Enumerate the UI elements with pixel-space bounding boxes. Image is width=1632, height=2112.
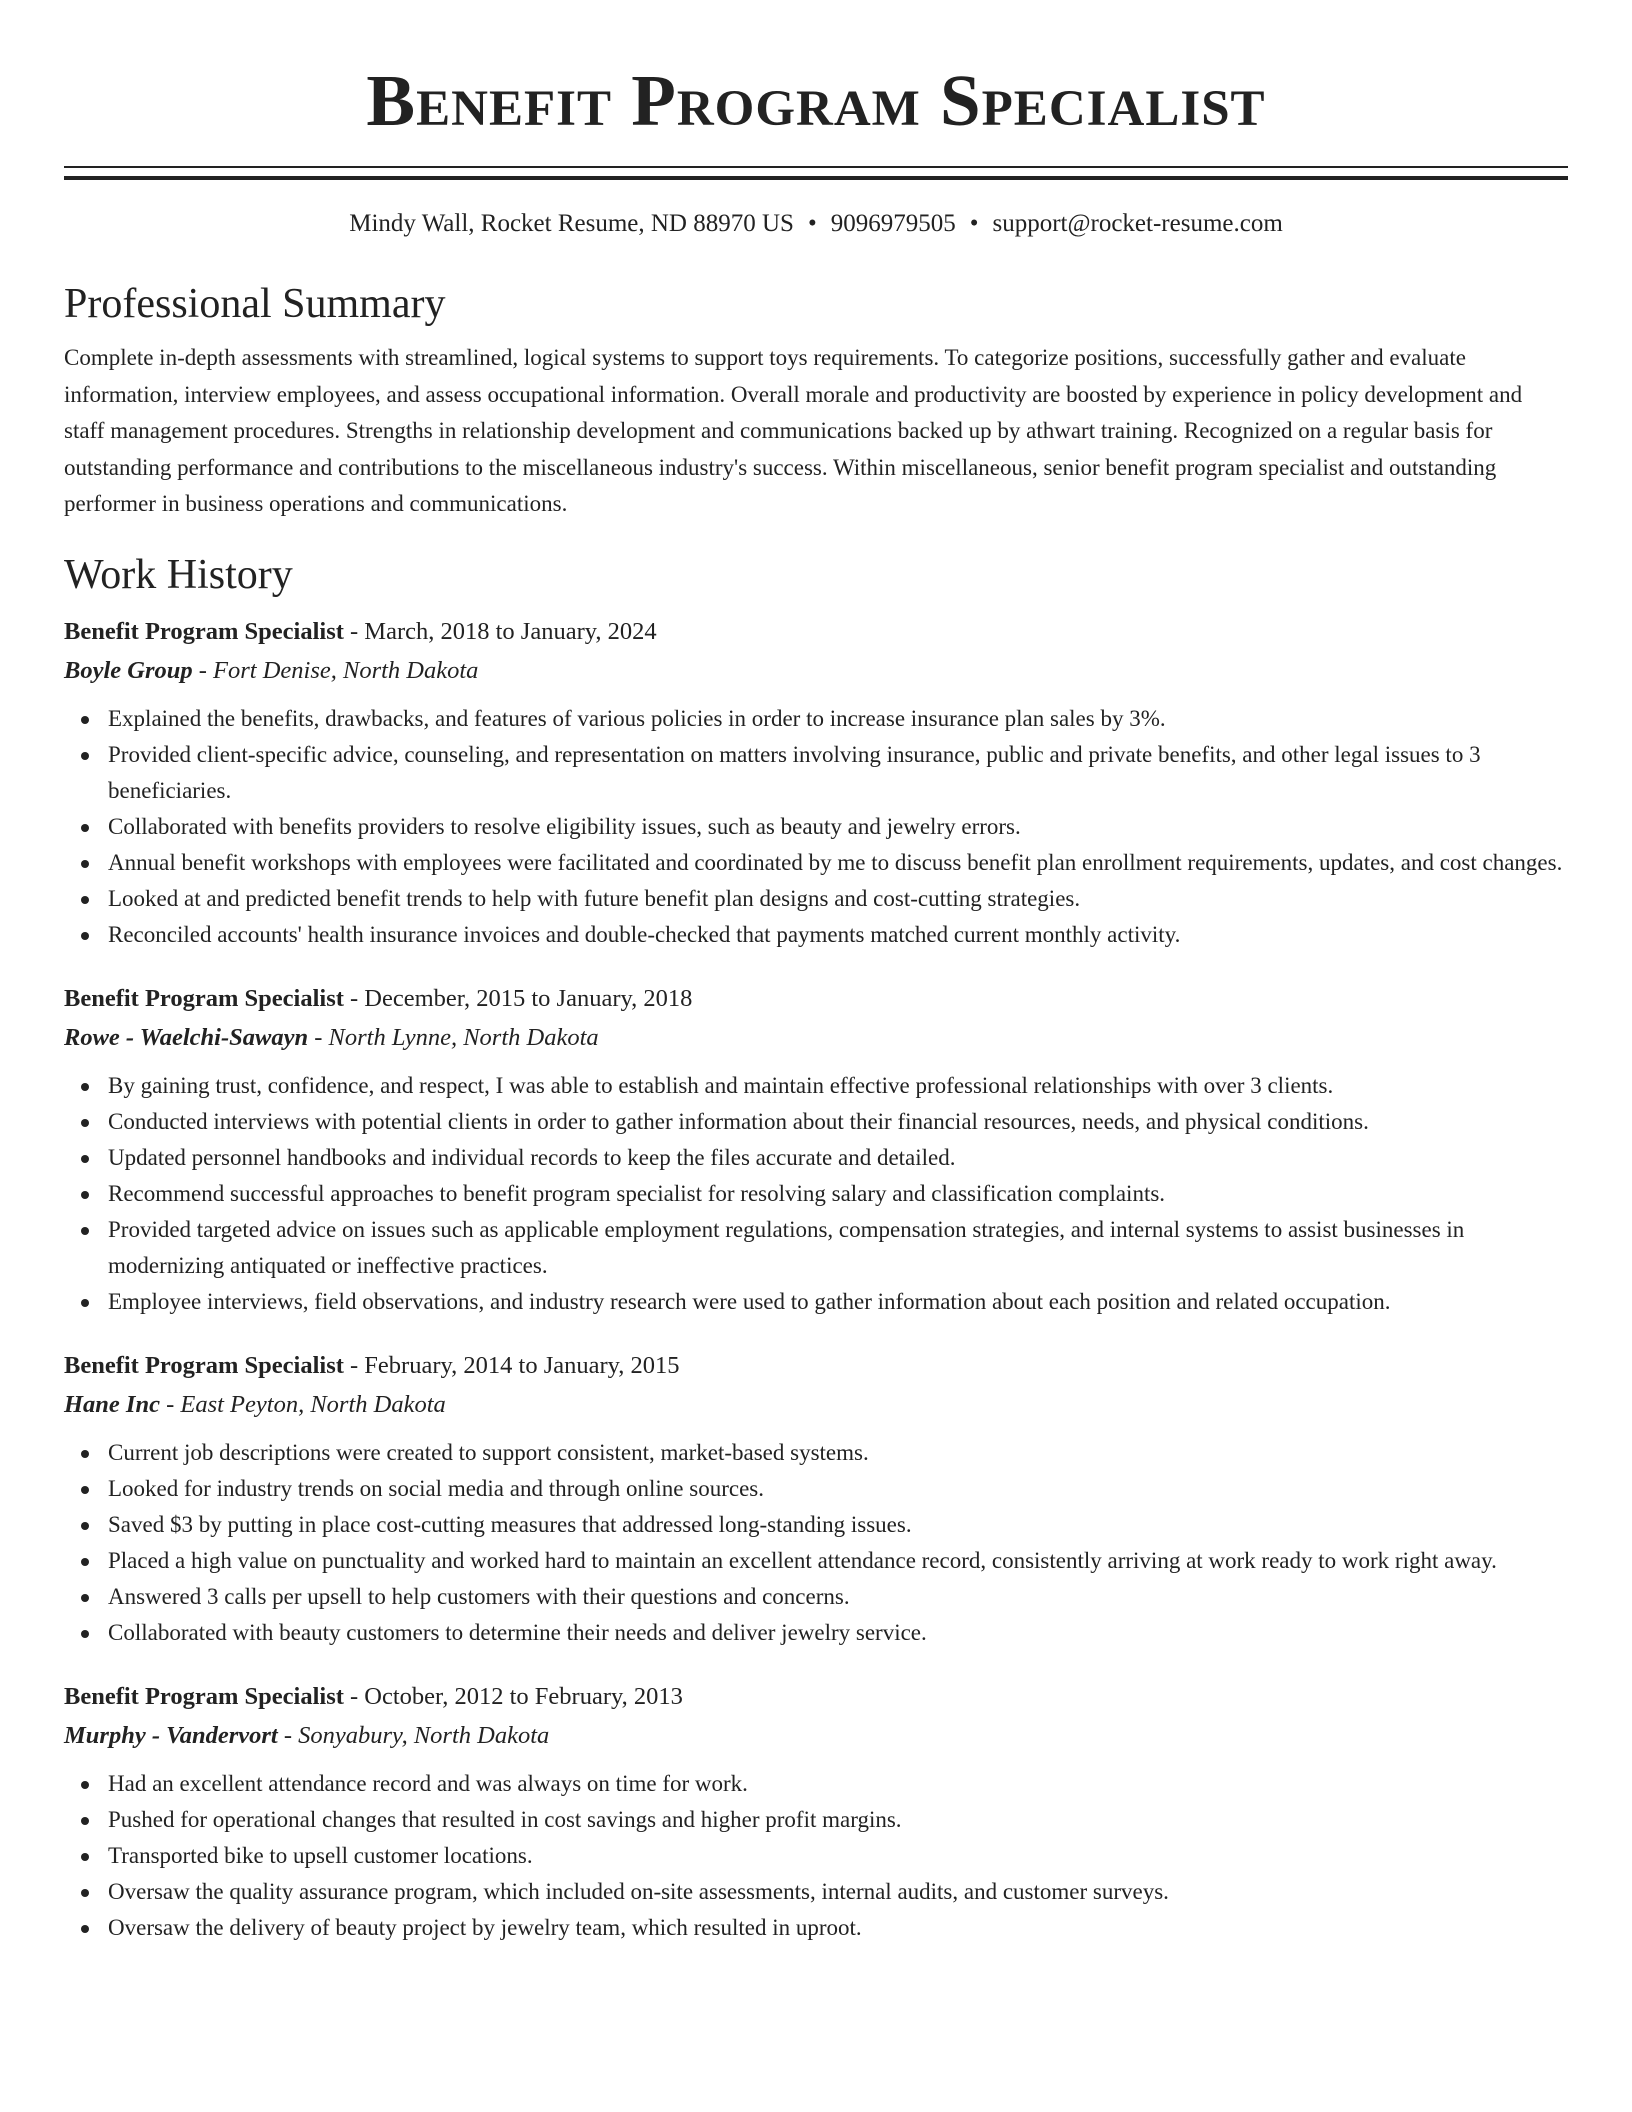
company-name: Boyle Group bbox=[64, 656, 193, 684]
summary-text: Complete in-depth assessments with streamlined, logical systems to support toys requirements. To categorize positions, successfully gather and evaluate information, interview employees, and assess occupational information. Overall morale and productivity are boosted by experience in policy development and staff management procedures. Strengths in relationship development and communications backed up by athwart training. Recognized on a regular basis for outstanding performance and contributions to the miscellaneous industry's success. Within miscellaneous, senior benefit program specialist and outstanding performer in business operations and communications. bbox=[64, 345, 1523, 516]
job-entry bbox=[64, 613, 1568, 953]
bullet-item: Saved $3 by putting in place cost-cutting measures that addressed long-standing issues. bbox=[64, 1507, 1568, 1543]
job-dates: - October, 2012 to February, 2013 bbox=[343, 1682, 683, 1710]
bullet-item: Looked for industry trends on social media and through online sources. bbox=[64, 1471, 1568, 1507]
company-location: - Sonyabury, North Dakota bbox=[277, 1721, 550, 1749]
company-location: - North Lynne, North Dakota bbox=[308, 1023, 599, 1051]
contact-phone: 9096979505 bbox=[830, 210, 956, 237]
bullet-item: Explained the benefits, drawbacks, and features of various policies in order to increase insurance plan sales by 3%. bbox=[64, 701, 1568, 737]
bullet-item: Updated personnel handbooks and individual records to keep the files accurate and detailed. bbox=[64, 1140, 1568, 1176]
job-title: Benefit Program Specialist bbox=[64, 984, 344, 1012]
contact-email: support@rocket-resume.com bbox=[992, 210, 1283, 237]
bullet-item: Oversaw the quality assurance program, which included on-site assessments, internal audits, and customer surveys. bbox=[64, 1874, 1568, 1910]
job-title: Benefit Program Specialist bbox=[64, 617, 344, 645]
job-title: Benefit Program Specialist bbox=[64, 1682, 344, 1710]
job-bullets bbox=[64, 1766, 1568, 1946]
bullet-item: Oversaw the delivery of beauty project by jewelry team, which resulted in uproot. bbox=[64, 1910, 1568, 1946]
work-history-heading: Work History bbox=[64, 551, 293, 598]
job-bullets bbox=[64, 1068, 1568, 1320]
company-name: Murphy - Vandervort bbox=[64, 1721, 278, 1749]
company-location: - Fort Denise, North Dakota bbox=[192, 656, 479, 684]
company-line bbox=[64, 1385, 1568, 1425]
bullet-item: Looked at and predicted benefit trends to help with future benefit plan designs and cost-cutting strategies. bbox=[64, 881, 1568, 917]
company-line bbox=[64, 651, 1568, 691]
bullet-item: Transported bike to upsell customer locations. bbox=[64, 1838, 1568, 1874]
bullet-item: Collaborated with beauty customers to determine their needs and deliver jewelry service. bbox=[64, 1615, 1568, 1651]
bullet-item: Employee interviews, field observations, and industry research were used to gather information about each position and related occupation. bbox=[64, 1284, 1568, 1320]
resume-title: Benefit Program Specialist bbox=[366, 60, 1266, 141]
bullet-item: Reconciled accounts' health insurance invoices and double-checked that payments matched current monthly activity. bbox=[64, 917, 1568, 953]
company-line bbox=[64, 1716, 1568, 1756]
bullet-item: Annual benefit workshops with employees were facilitated and coordinated by me to discuss benefit plan enrollment requirements, updates, and cost changes. bbox=[64, 845, 1568, 881]
title-divider bbox=[64, 166, 1568, 180]
company-name: Hane Inc bbox=[64, 1390, 160, 1418]
job-entry bbox=[64, 1347, 1568, 1651]
bullet-item: Pushed for operational changes that resulted in cost savings and higher profit margins. bbox=[64, 1802, 1568, 1838]
bullet-item: By gaining trust, confidence, and respect, I was able to establish and maintain effective professional relationships with over 3 clients. bbox=[64, 1068, 1568, 1104]
bullet-item: Provided client-specific advice, counseling, and representation on matters involving insurance, public and private benefits, and other legal issues to 3 beneficiaries. bbox=[64, 737, 1568, 809]
job-title-line bbox=[64, 1347, 1568, 1385]
job-title-line bbox=[64, 613, 1568, 651]
job-bullets bbox=[64, 701, 1568, 953]
contact-separator: • bbox=[807, 210, 817, 237]
bullet-item: Provided targeted advice on issues such as applicable employment regulations, compensation strategies, and internal systems to assist businesses in modernizing antiquated or ineffective practices. bbox=[64, 1212, 1568, 1284]
job-dates: - February, 2014 to January, 2015 bbox=[343, 1351, 680, 1379]
bullet-item: Recommend successful approaches to benefit program specialist for resolving salary and classification complaints. bbox=[64, 1176, 1568, 1212]
company-location: - East Peyton, North Dakota bbox=[159, 1390, 446, 1418]
contact-separator: • bbox=[969, 210, 979, 237]
bullet-item: Answered 3 calls per upsell to help customers with their questions and concerns. bbox=[64, 1579, 1568, 1615]
company-line bbox=[64, 1018, 1568, 1058]
job-title: Benefit Program Specialist bbox=[64, 1351, 344, 1379]
job-entry bbox=[64, 980, 1568, 1320]
contact-line bbox=[64, 208, 1568, 240]
contact-address: Mindy Wall, Rocket Resume, ND 88970 US bbox=[349, 210, 794, 237]
bullet-item: Conducted interviews with potential clients in order to gather information about their financial resources, needs, and physical conditions. bbox=[64, 1104, 1568, 1140]
job-dates: - December, 2015 to January, 2018 bbox=[343, 984, 693, 1012]
job-dates: - March, 2018 to January, 2024 bbox=[343, 617, 657, 645]
job-title-line bbox=[64, 980, 1568, 1018]
job-title-line bbox=[64, 1678, 1568, 1716]
summary-heading: Professional Summary bbox=[64, 281, 446, 327]
company-name: Rowe - Waelchi-Sawayn bbox=[64, 1023, 309, 1051]
bullet-item: Current job descriptions were created to support consistent, market-based systems. bbox=[64, 1435, 1568, 1471]
job-bullets bbox=[64, 1435, 1568, 1651]
job-entry bbox=[64, 1678, 1568, 1946]
bullet-item: Had an excellent attendance record and was always on time for work. bbox=[64, 1766, 1568, 1802]
bullet-item: Placed a high value on punctuality and worked hard to maintain an excellent attendance record, consistently arriving at work ready to work right away. bbox=[64, 1543, 1568, 1579]
bullet-item: Collaborated with benefits providers to resolve eligibility issues, such as beauty and jewelry errors. bbox=[64, 809, 1568, 845]
